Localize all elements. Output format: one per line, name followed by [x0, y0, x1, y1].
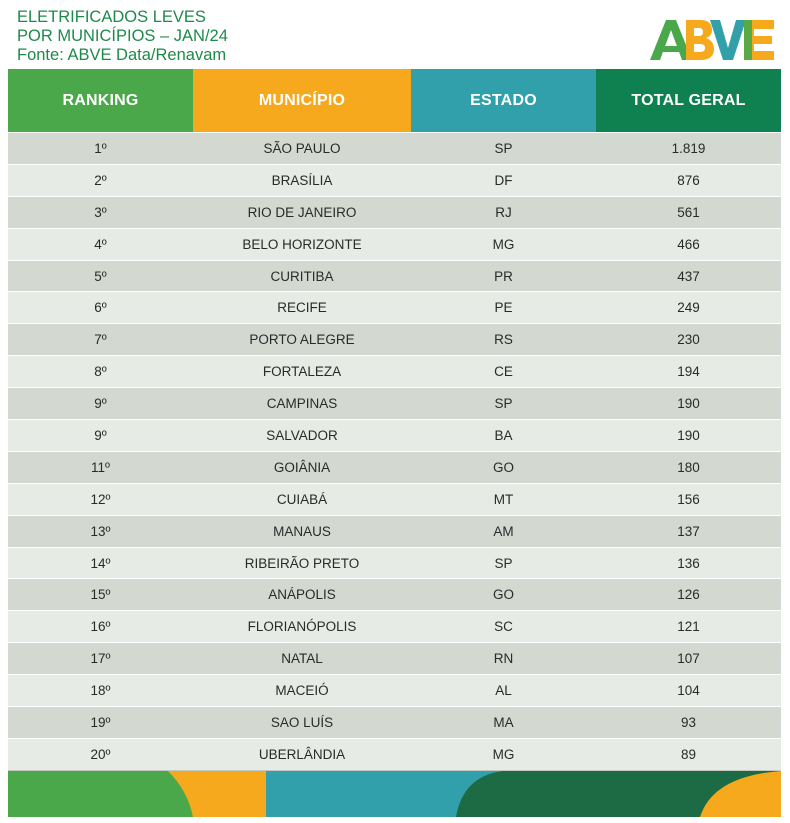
header-municipio: MUNICÍPIO [193, 69, 411, 132]
table-row [8, 387, 781, 419]
total-cell: 249 [677, 300, 700, 316]
total-cell: 89 [680, 746, 697, 762]
estado-cell: AL [495, 683, 512, 699]
estado-cell: RN [493, 651, 514, 667]
report-title [17, 8, 228, 65]
municipio-cell: ANÁPOLIS [268, 587, 336, 603]
estado-cell: BA [494, 427, 513, 443]
header-ranking: RANKING [8, 69, 193, 132]
total-cell: 437 [677, 268, 700, 284]
title-line-1: ELETRIFICADOS LEVES [17, 8, 206, 26]
header-estado: ESTADO [411, 69, 596, 132]
municipio-cell: BRASÍLIA [271, 172, 333, 188]
table-row [8, 515, 781, 547]
estado-cell: SP [494, 555, 513, 571]
municipio-cell: MACEIÓ [275, 683, 329, 699]
ranking-cell: 16º [90, 619, 111, 635]
total-cell: 121 [677, 619, 700, 635]
total-cell: 194 [677, 364, 700, 380]
header-total-geral: TOTAL GERAL [596, 69, 781, 132]
estado-cell: PE [494, 300, 513, 316]
title-line-2: POR MUNICÍPIOS – JAN/24 [17, 27, 228, 45]
table-row [8, 132, 781, 164]
municipio-cell: NATAL [281, 651, 323, 667]
municipio-cell: GOIÂNIA [273, 459, 331, 475]
table-row [8, 674, 781, 706]
municipio-cell: RIO DE JANEIRO [247, 204, 357, 220]
ranking-cell: 3º [94, 204, 107, 220]
ranking-cell: 7º [94, 332, 107, 348]
total-cell: 137 [677, 523, 700, 539]
ranking-cell: 2º [94, 172, 107, 188]
municipio-cell: UBERLÂNDIA [258, 746, 346, 762]
estado-cell: CE [494, 364, 513, 380]
ranking-cell: 12º [90, 491, 111, 507]
ranking-cell: 15º [90, 587, 111, 603]
estado-cell: PR [494, 268, 513, 284]
estado-cell: MT [493, 491, 514, 507]
table-row [8, 642, 781, 674]
table-row [8, 483, 781, 515]
table-row [8, 738, 781, 770]
table-body [8, 132, 781, 771]
estado-cell: GO [492, 587, 514, 603]
ranking-cell: 17º [90, 651, 111, 667]
municipio-cell: FLORIANÓPOLIS [247, 619, 357, 635]
total-cell: 93 [680, 714, 697, 730]
ranking-cell: 4º [94, 236, 107, 252]
total-cell: 190 [677, 396, 700, 412]
total-cell: 104 [677, 683, 700, 699]
footer-decoration [8, 771, 781, 817]
ranking-cell: 1º [94, 140, 107, 156]
municipio-cell: FORTALEZA [262, 364, 342, 380]
total-cell: 1.819 [671, 140, 706, 156]
estado-cell: RJ [495, 204, 512, 220]
municipio-cell: MANAUS [273, 523, 331, 539]
estado-cell: GO [492, 459, 514, 475]
ranking-cell: 8º [94, 364, 107, 380]
estado-cell: AM [493, 523, 514, 539]
municipio-cell: RECIFE [277, 300, 327, 316]
municipio-cell: SAO LUÍS [270, 714, 334, 730]
abve-logo [648, 18, 776, 62]
total-cell: 190 [677, 427, 700, 443]
estado-cell: SP [494, 140, 513, 156]
municipio-cell: CAMPINAS [266, 396, 338, 412]
estado-cell: MG [492, 746, 515, 762]
municipio-cell: SALVADOR [266, 427, 338, 443]
table-row [8, 706, 781, 738]
ranking-cell: 9º [94, 427, 107, 443]
ranking-cell: 5º [94, 268, 107, 284]
ranking-cell: 19º [90, 714, 111, 730]
ranking-table [8, 69, 781, 771]
estado-cell: SC [494, 619, 513, 635]
municipio-cell: PORTO ALEGRE [249, 332, 355, 348]
ranking-cell: 18º [90, 683, 111, 699]
table-row [8, 164, 781, 196]
municipio-cell: SÃO PAULO [263, 140, 341, 156]
ranking-cell: 20º [90, 746, 111, 762]
municipio-cell: CURITIBA [270, 268, 334, 284]
estado-cell: MG [492, 236, 515, 252]
table-row [8, 228, 781, 260]
table-row [8, 291, 781, 323]
total-cell: 136 [677, 555, 700, 571]
total-cell: 230 [677, 332, 700, 348]
total-cell: 876 [677, 172, 700, 188]
estado-cell: MA [493, 714, 514, 730]
ranking-cell: 14º [90, 555, 111, 571]
estado-cell: SP [494, 396, 513, 412]
municipio-cell: CUIABÁ [276, 491, 328, 507]
total-cell: 107 [677, 651, 700, 667]
municipio-cell: RIBEIRÃO PRETO [244, 555, 360, 571]
table-row [8, 196, 781, 228]
estado-cell: RS [494, 332, 513, 348]
municipio-cell: BELO HORIZONTE [242, 236, 362, 252]
table-row [8, 578, 781, 610]
table-row [8, 451, 781, 483]
table-row [8, 323, 781, 355]
ranking-cell: 11º [91, 459, 110, 475]
table-row [8, 610, 781, 642]
source-line: Fonte: ABVE Data/Renavam [17, 46, 227, 64]
table-row [8, 547, 781, 579]
ranking-cell: 9º [94, 396, 107, 412]
table-row [8, 260, 781, 292]
total-cell: 126 [677, 587, 700, 603]
total-cell: 466 [677, 236, 700, 252]
ranking-cell: 13º [90, 523, 111, 539]
table-header [8, 69, 781, 132]
estado-cell: DF [494, 172, 513, 188]
total-cell: 180 [677, 459, 700, 475]
table-row [8, 355, 781, 387]
total-cell: 561 [677, 204, 700, 220]
table-row [8, 419, 781, 451]
total-cell: 156 [677, 491, 700, 507]
ranking-cell: 6º [94, 300, 107, 316]
